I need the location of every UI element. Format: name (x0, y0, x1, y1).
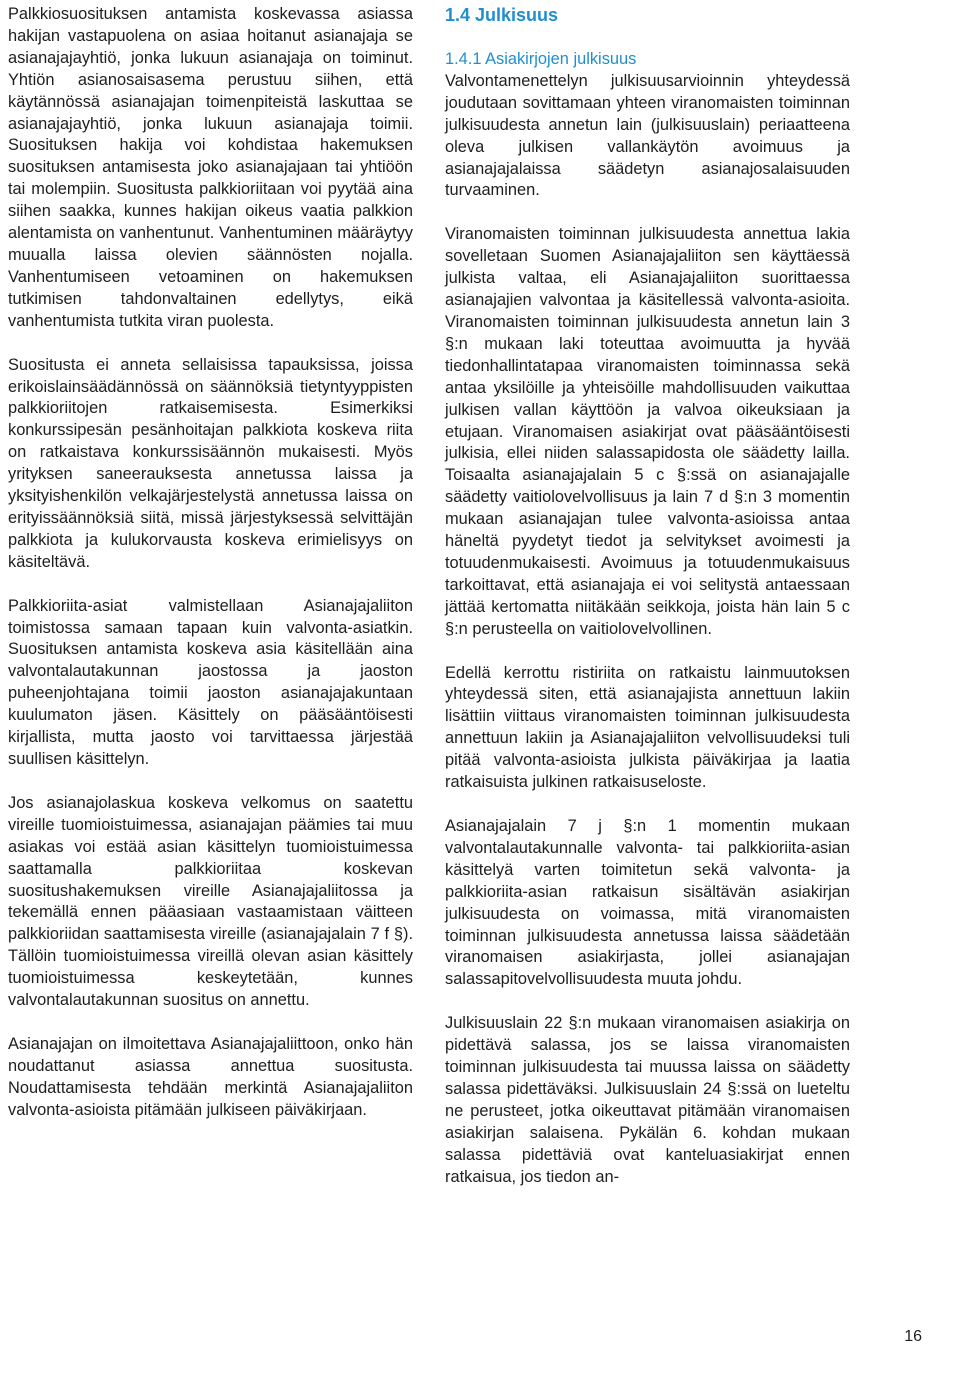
body-paragraph: Jos asianajolaskua koskeva velkomus on saatettu vireille tuomioistuimessa, asianajajan päämies tai muu asiakas voi estää asian käsittelyn tuomioistuimessa saattamalla palkkioriitaa koskevan suositushakemuksen vireille Asianajajaliitossa ja tekemällä ennen pääasiaan vastaamistaan väitteen palkkioriidan saattamisesta vireille (asianajajalain 7 f §). Tällöin tuomioistuimessa vireillä olevan asian käsittely tuomioistuimessa keskeytetään, kunnes valvontalautakunnan suositus on annettu. (8, 793, 413, 1010)
body-paragraph: Asianajajan on ilmoitettava Asianajajaliittoon, onko hän noudattanut asiassa annettua suositusta. Noudattamisesta tehdään merkintä Asianajajaliiton valvonta-asioista pitämään julkiseen päiväkirjaan. (8, 1034, 413, 1119)
body-paragraph: Palkkioriita-asiat valmistellaan Asianajajaliiton toimistossa samaan tapaan kuin valvonta-asiatkin. Suosituksen antamista koskeva asia käsitellään aina valvontalautakunnan jaostossa ja jaoston puheenjohtajana toimii jaoston asianajajakuntaan kuulumaton jäsen. Käsittely on pääsääntöisesti kirjallista, mutta jaosto voi tarvittaessa järjestää suullisen käsittelyn. (8, 596, 413, 768)
body-paragraph: Suositusta ei anneta sellaisissa tapauksissa, joissa erikoislainsäädännössä on säännöksiä tietyntyyppisten palkkioriitojen ratkaisemisesta. Esimerkiksi konkurssipesän pesänhoitajan palkkiota koskeva riita on ratkaistava konkurssisäännön mukaisesti. Myös yrityksen saneerauksesta annetussa laissa ja yksityishenkilön velkajärjestelystä annetussa laissa on erityissäännöksiä siitä, missä järjestyksessä selvittäjän palkkiota ja kulukorvausta koskeva erimielisyys on käsiteltävä. (8, 355, 413, 571)
body-paragraph: Palkkiosuosituksen antamista koskevassa asiassa hakijan vastapuolena on asiaa hoitanut asianajaja se asianajajayhtiö, jonka lukuun asianajaja on toiminut. Yhtiön asianosaisasema perustuu siihen, että käytännössä asianajajan toimenpiteistä laskuttaa se asianajajayhtiö, jonka lukuun asianajaja toimii. Suosituksen hakija voi kohdistaa hakemuksen suosituksen antamisesta joko asianajajaan tai yhtiöön tai molempiin. Suositusta palkkioriitaan voi pyytää aina siihen saakka, kunnes hakijan oikeus vaatia palkkion alentamista on vanhentunut. Vanhentuminen määräytyy muualla laissa olevien säännösten nojalla. Vanhentumiseen vetoaminen on hakemuksen tutkimisen tahdonvaltainen edellytys, eikä vanhentumista tutkita viran puolesta. (8, 5, 413, 330)
body-paragraph: Asianajajalain 7 j §:n 1 momentin mukaan valvontalautakunnalle valvonta- tai palkkioriita-asian käsittelyä varten toimitetun sekä valvonta- ja palkkioriita-asian ratkaisun sisältävän asiakirjan julkisuudesta on voimassa, mitä viranomaisten toiminnan julkisuudesta annetussa laissa säädetään viranomaisen asiakirjasta, jollei asianajajan salassapitovelvollisuudesta muuta johdu. (445, 817, 850, 989)
body-paragraph: Viranomaisten toiminnan julkisuudesta annettua lakia sovelletaan Suomen Asianajajaliiton sen käyttäessä julkista valtaa, eli Asianajajaliiton suorittaessa asianajajien valvontaa ja käsitellessä valvonta-asioita. Viranomaisten toiminnan julkisuudesta annetun lain 3 §:n mukaan laki toteuttaa avoimuutta ja hyvää tiedonhallintatapaa viranomaisten toiminnassa sekä antaa yksilöille ja yhteisöille mahdollisuuden vaikuttaa julkisen vallan käyttöön ja valvoa oikeuksiaan ja etujaan. Viranomaisen asiakirjat ovat pääsääntöisesti julkisia, ellei niiden salassapidosta ole säädetty lailla. Toisaalta asianajajalain 5 c §:ssä on asianajajalle säädetty vaitiolovelvollisuus ja lain 7 d §:n 3 momentin mukaan asianajajan tulee valvonta-asioissa antaa häneltä pyydetyt tiedot ja selvitykset avoimesti ja totuudenmukaisesti. Avoimuus ja totuudenmukaisuus tarkoittavat, että asianajaja ei voi selitystä antaessaan jättää kertomatta niitäkään seikkoja, joista hän lain 5 c §:n perusteella on vaitiolovelvollinen. (445, 225, 850, 638)
subsection-heading: 1.4.1 Asiakirjojen julkisuus (445, 50, 637, 68)
page-number: 16 (904, 1328, 922, 1345)
body-paragraph: Valvontamenettelyn julkisuusarvioinnin yhteydessä joudutaan sovittamaan yhteen viranomaisten toiminnan julkisuudesta annetun lain (julkisuuslain) periaatteena oleva julkisen vallankäytön avoimuus ja asianajajalaissa säädetyn asianajosalaisuuden turvaaminen. (445, 71, 850, 200)
section-heading: 1.4 Julkisuus (445, 5, 559, 25)
body-paragraph: Julkisuuslain 22 §:n mukaan viranomaisen asiakirja on pidettävä salassa, jos se laissa viranomaisten toiminnan julkisuudesta tai muussa laissa on säädetty salassa pidettäväksi. Julkisuuslain 24 §:ssä on lueteltu ne perusteet, jotka oikeuttavat pitämään viranomaisen asiakirjan salaisena. Pykälän 6. kohdan mukaan salassa pidettäviä ovat kanteluasiakirjat ennen ratkaisua, jos tiedon an- (445, 1014, 850, 1186)
body-paragraph: Edellä kerrottu ristiriita on ratkaistu lainmuutoksen yhteydessä siten, että asianajajista annettuun lakiin lisättiin viittaus viranomaisten toiminnan julkisuudesta annettuun lakiin ja Asianajajaliiton velvollisuudeksi tuli pitää valvonta-asioista julkista päiväkirjaa ja laatia ratkaisuista julkinen ratkaisuseloste. (445, 663, 850, 792)
left-column (8, 4, 413, 1144)
right-column (445, 4, 850, 1211)
